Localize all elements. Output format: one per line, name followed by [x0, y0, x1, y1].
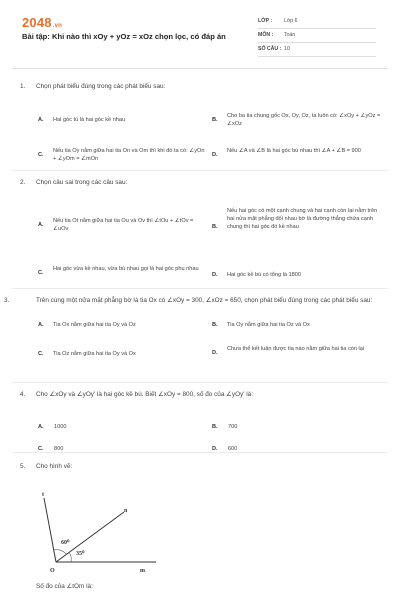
question-1	[20, 82, 384, 162]
angle-arc-nOm	[69, 552, 71, 562]
option-b[interactable]: B. Cho ba tia chung gốc Ox, Oy, Oz, ta luôn có: ∠xOy + ∠yOz = ∠xOz	[212, 113, 381, 127]
question-3	[4, 296, 384, 365]
question-5	[20, 462, 384, 471]
label-o: O	[50, 568, 55, 574]
options	[20, 305, 384, 365]
option-a[interactable]: A. 1000	[38, 424, 67, 430]
option-c[interactable]: C. Tia Oz nằm giữa hai tia Oy và Ox	[38, 351, 136, 357]
option-a[interactable]: A. Hai góc tù là hai góc kề nhau	[38, 117, 126, 123]
option-d[interactable]: D. Nếu ∠A và ∠B là hai góc bù nhau thì ∠A + ∠B = 900	[212, 148, 361, 158]
logo-suffix: .vn	[52, 23, 63, 29]
option-c[interactable]: C. 800	[38, 446, 64, 452]
option-a[interactable]: A. Tia Ox nằm giữa hai tia Oy và Oz	[38, 322, 136, 328]
question-text: 1. Chọn phát biểu đúng trong các phát biểu sau:	[20, 83, 166, 90]
meta-row-subject: MÔN : Toán	[258, 29, 376, 43]
question-text: 5. Cho hình vẽ:	[20, 463, 73, 470]
option-d[interactable]: D. 600	[212, 446, 238, 452]
question-4	[20, 390, 384, 452]
option-b[interactable]: B. Tia Oy nằm giữa hai tia Oz và Ox	[212, 322, 310, 328]
label-t: t	[42, 492, 44, 498]
option-b[interactable]: B. 700	[212, 424, 238, 430]
options	[20, 399, 384, 452]
option-d[interactable]: D. Hai góc kề bù có tổng là 1800	[212, 272, 302, 278]
question-text: 4. Cho ∠xOy và ∠yOy' là hai góc kề bù. Biết ∠xOy = 800, số đo của ∠yOy' là:	[20, 391, 253, 398]
option-c[interactable]: C. Hai góc vừa kề nhau, vừa bù nhau gọi là hai góc phụ nhau	[38, 266, 199, 276]
label-m: m	[140, 568, 145, 574]
divider	[12, 452, 388, 453]
page-title: Bài tập: Khi nào thì xOy + yOz = xOz chọn lọc, có đáp án	[22, 32, 226, 41]
divider	[12, 382, 388, 383]
header-divider	[12, 68, 388, 69]
header	[0, 0, 400, 68]
angle-figure	[36, 484, 166, 574]
option-d[interactable]: D. Chưa thể kết luận được tia nào nằm giữa hai tia còn lại	[212, 346, 365, 356]
ray-on	[56, 512, 124, 562]
angle-arc-tOn	[54, 550, 66, 554]
site-logo[interactable]: 2048.vn	[22, 15, 63, 30]
ray-ot	[44, 498, 56, 562]
divider	[12, 170, 388, 171]
meta-row-count: SỐ CÂU : 10	[258, 43, 376, 57]
question-5-followup: Số đo của ∠tOm là:	[36, 583, 93, 590]
question-2	[20, 178, 384, 287]
angle-label-35: 35⁰	[76, 551, 85, 557]
angle-label-60: 60⁰	[61, 540, 70, 546]
options	[20, 91, 384, 162]
options	[20, 187, 384, 287]
option-b[interactable]: B. Nếu hai góc có một cạnh chung và hai cạnh còn lại nằm trên hai nửa mặt phẳng đối nhau bờ là đường thẳng chứa cạnh chung thì hai góc đó kề nhau	[212, 208, 378, 230]
option-c[interactable]: C. Nếu tia Oy nằm giữa hai tia On và Om thì khi đó ta có: ∠yOn + ∠yOm = ∠mOn	[38, 148, 205, 162]
meta-table	[258, 15, 376, 57]
meta-row-class: LỚP : Lớp 6	[258, 15, 376, 29]
option-a[interactable]: A. Nếu tia Ot nằm giữa hai tia Ou và Ov thì ∠tOu + ∠tOv = ∠uOv	[38, 218, 194, 232]
question-text: 2. Chọn câu sai trong các câu sau:	[20, 179, 128, 186]
divider	[12, 288, 388, 289]
question-text: 3. Trên cùng một nửa mặt phẳng bờ là tia Ox có ∠xOy = 300, ∠xOz = 650, chọn phát biểu đúng trong các phát biểu sau:	[4, 297, 373, 304]
label-n: n	[124, 508, 128, 514]
